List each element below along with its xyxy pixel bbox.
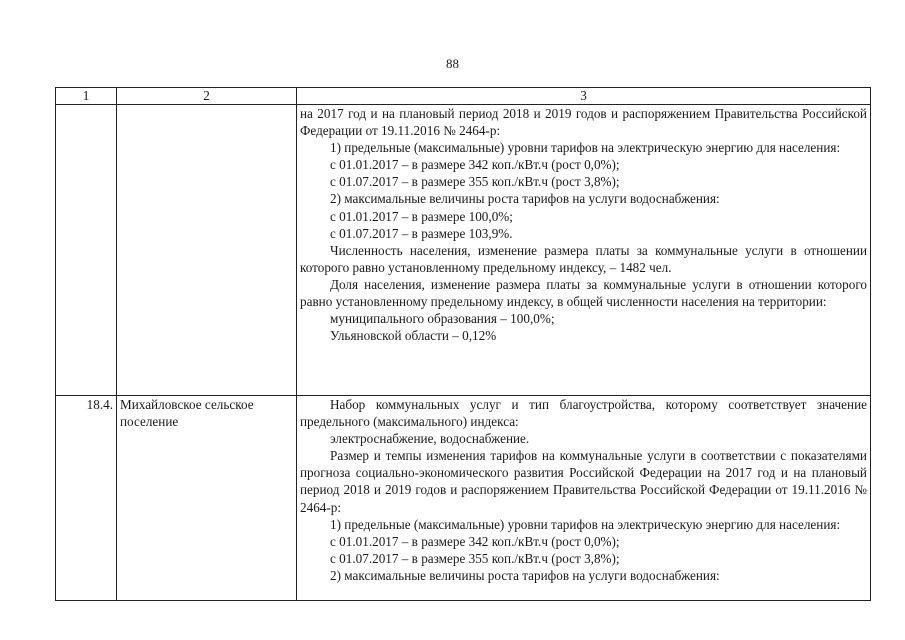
column-header-2: 2 [117,88,297,105]
paragraph: Размер и темпы изменения тарифов на коммунальные услуги в соответствии с показателями прогноза социально-экономического развития Российской Федерации на 2017 год и на плановый период 2018 и 2019 годов и распоряжением Правительства Российской Федерации от 19.11.2016 № 2464-р: [300,448,867,515]
paragraph: Численность населения, изменение размера платы за коммунальные услуги в отношении которого равно установленному предельному индексу, – 1482 чел. [300,242,867,275]
paragraph: с 01.01.2017 – в размере 342 коп./кВт.ч (рост 0,0%); [330,157,620,173]
row-number [56,105,117,396]
page-number: 88 [446,56,459,71]
paragraph: с 01.07.2017 – в размере 103,9%. [330,225,513,241]
table-header-row [56,88,871,105]
paragraph: 1) предельные (максимальные) уровни тарифов на электрическую энергию для населения: [330,516,841,532]
paragraph: электроснабжение, водоснабжение. [330,431,530,447]
column-header-1: 1 [56,88,117,105]
paragraph: 2) максимальные величины роста тарифов на услуги водоснабжения: [330,567,720,583]
paragraph: с 01.01.2017 – в размере 342 коп./кВт.ч (рост 0,0%); [330,533,620,549]
row-content [297,105,871,396]
paragraph: с 01.07.2017 – в размере 355 коп./кВт.ч (рост 3,8%); [330,174,620,190]
paragraph: с 01.07.2017 – в размере 355 коп./кВт.ч (рост 3,8%); [330,550,620,566]
paragraph: Набор коммунальных услуг и тип благоустройства, которому соответствует значение предельного (максимального) индекса: [300,397,867,430]
paragraph: муниципального образования – 100,0%; [330,311,555,327]
paragraph: Ульяновской области – 0,12% [330,328,497,344]
table-row [56,396,871,601]
paragraph: 1) предельные (максимальные) уровни тарифов на электрическую энергию для населения: [330,140,841,156]
row-number: 18.4. [56,396,117,601]
row-content [297,396,871,601]
column-header-3: 3 [297,88,871,105]
paragraph: на 2017 год и на плановый период 2018 и 2019 годов и распоряжением Правительства Российской Федерации от 19.11.2016 № 2464-р: [300,106,867,139]
municipality-name: Михайловское сельское поселение [117,396,297,601]
table-row [56,105,871,396]
paragraph: Доля населения, изменение размера платы за коммунальные услуги в отношении которого равно установленному предельному индексу, в общей численности населения на территории: [300,276,867,310]
municipality-name [117,105,297,396]
paragraph: 2) максимальные величины роста тарифов на услуги водоснабжения: [330,191,720,207]
document-table [55,87,871,601]
paragraph: с 01.01.2017 – в размере 100,0%; [330,208,513,224]
